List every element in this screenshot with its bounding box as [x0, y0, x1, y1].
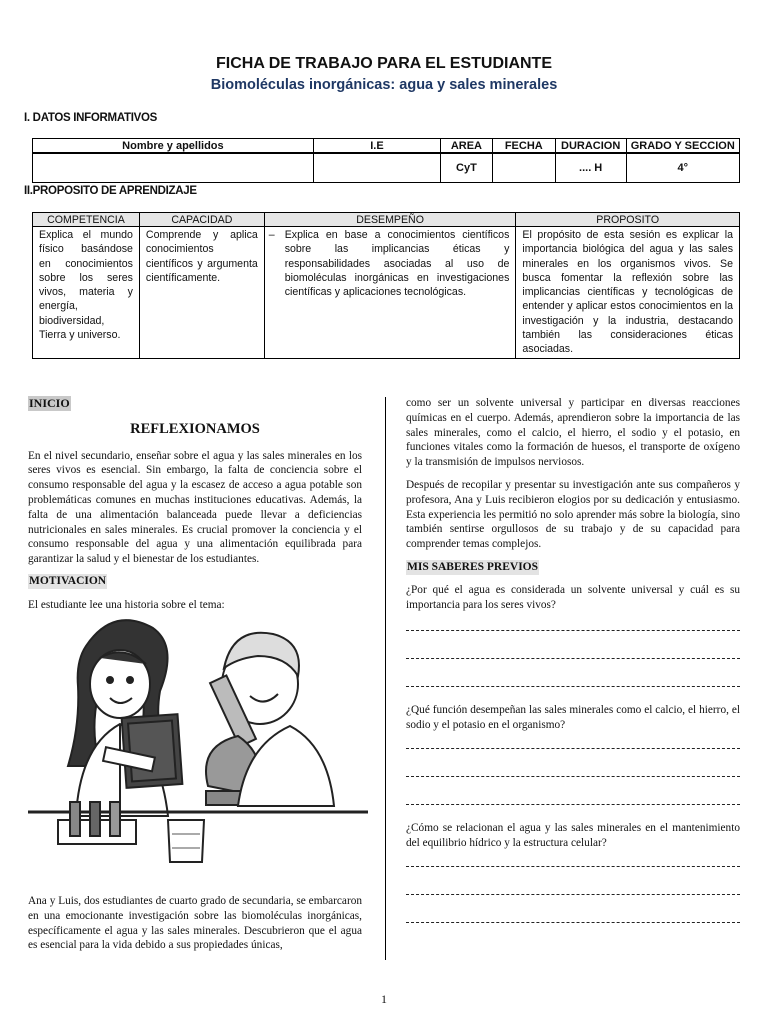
question-3: ¿Cómo se relacionan el agua y las sales minerales en el mantenimiento del equilibrio hídrico y la estructura celular? [406, 821, 740, 849]
value-nombre[interactable] [33, 153, 314, 183]
datos-table [32, 138, 740, 183]
question-1: ¿Por qué el agua es considerada un solvente universal y cuál es su importancia para los seres vivos? [406, 583, 740, 611]
saberes-previos-heading: MIS SABERES PREVIOS [407, 560, 539, 573]
header-nombre: Nombre y apellidos [33, 139, 314, 154]
cell-competencia: Explica el mundo físico basándose en conocimientos sobre los seres vivos, materia y energía, biodiversidad, Tierra y universo. [33, 227, 140, 359]
header-proposito: PROPOSITO [516, 213, 740, 227]
proposito-table [32, 212, 740, 359]
page-title: FICHA DE TRABAJO PARA EL ESTUDIANTE [215, 55, 552, 72]
header-grado: GRADO Y SECCION [626, 139, 739, 154]
dash-bullet-icon: – [268, 229, 275, 241]
question-2: ¿Qué función desempeñan las sales minerales como el calcio, el hierro, el sodio y el potasio en el organismo? [406, 704, 740, 732]
inicio-heading: INICIO [29, 396, 70, 410]
reflexionamos-heading: REFLEXIONAMOS [130, 420, 260, 437]
story-continuation-2: Después de recopilar y presentar su investigación ante sus compañeros y profesora, Ana y Luis recibieron elogios por su dedicación y entusiasmo. Esta experiencia les permitió no solo aprender más sobre la biología, sino también sentirse orgullosos de su trabajo y de su capacidad para comprender temas complejos. [406, 478, 740, 551]
cell-capacidad: Comprende y aplica conocimientos científicos y argumenta científicamente. [139, 227, 264, 359]
value-area: CyT [441, 153, 493, 183]
header-desempeno: DESEMPEÑO [264, 213, 516, 227]
cell-proposito: El propósito de esta sesión es explicar la importancia biológica del agua y las sales minerales en los organismos vivos. Se busca fomentar la reflexión sobre las implicancias científicas y tecnológicas de entender y aplicar estos conocimientos en la investigación y la industria, destacando también las consideraciones éticas asociadas. [516, 227, 740, 359]
desempeno-text: Explica en base a conocimientos científicos sobre las implicancias éticas y responsabilidades asociadas al uso de biomoléculas inorgánicas en investigaciones científicas y aplicaciones tecnológicas. [284, 229, 510, 299]
motivacion-text: El estudiante lee una historia sobre el tema: [28, 598, 225, 611]
left-column [28, 396, 362, 613]
value-ie[interactable] [313, 153, 440, 183]
answer-line[interactable] [406, 747, 740, 749]
answer-line[interactable] [406, 803, 740, 805]
header-ie: I.E [313, 139, 440, 154]
header-capacidad: CAPACIDAD [139, 213, 264, 227]
section-datos-heading: I. DATOS INFORMATIVOS [24, 112, 157, 124]
answer-line[interactable] [406, 921, 740, 923]
value-duracion: .... H [555, 153, 626, 183]
page-subtitle: Biomoléculas inorgánicas: agua y sales minerales [210, 77, 558, 93]
page-number: 1 [381, 992, 387, 1006]
value-grado: 4° [626, 153, 739, 183]
motivacion-heading: MOTIVACION [29, 574, 107, 587]
answer-line[interactable] [406, 865, 740, 867]
answer-line[interactable] [406, 685, 740, 687]
answer-line[interactable] [406, 657, 740, 659]
cell-desempeno [264, 227, 516, 359]
section-proposito-heading: II.PROPOSITO DE APRENDIZAJE [24, 185, 197, 197]
header-fecha: FECHA [492, 139, 555, 154]
reflexion-paragraph: En el nivel secundario, enseñar sobre el agua y las sales minerales en los seres vivos es esencial. Sin embargo, la falta de conciencia sobre el consumo responsable del agua y la escasez de acceso a agua potable son problemáticas comunes en muchas instituciones educativas. Además, la falta de una alimentación balanceada puede llevar a deficiencias nutricionales en sales minerales. Es crucial promover la conciencia y el consumo responsable del agua y una alimentación equilibrada para garantizar la salud y el bienestar de los estudiantes. [28, 449, 362, 566]
answer-line[interactable] [406, 629, 740, 631]
story-continuation: como ser un solvente universal y participar en diversas reacciones químicas en el cuerpo. Además, aprendieron sobre la importancia de las sales minerales, como el calcio, el hierro, el sodio y el potasio, en funciones vitales como la formación de huesos, el transporte de oxígeno y la transmisión de impulsos nerviosos. [406, 397, 740, 469]
header-area: AREA [441, 139, 493, 154]
right-column [406, 396, 740, 923]
header-competencia: COMPETENCIA [33, 213, 140, 227]
story-paragraph: Ana y Luis, dos estudiantes de cuarto grado de secundaria, se embarcaron en una emocionante investigación sobre las biomoléculas inorgánicas, específicamente el agua y las sales minerales. Descubrieron que el agua es esencial para la vida debido a sus propiedades únicas, [28, 895, 362, 952]
answer-line[interactable] [406, 775, 740, 777]
header-duracion: DURACION [555, 139, 626, 154]
students-lab-illustration [28, 606, 368, 876]
value-fecha[interactable] [492, 153, 555, 183]
answer-line[interactable] [406, 893, 740, 895]
column-divider [385, 397, 386, 960]
